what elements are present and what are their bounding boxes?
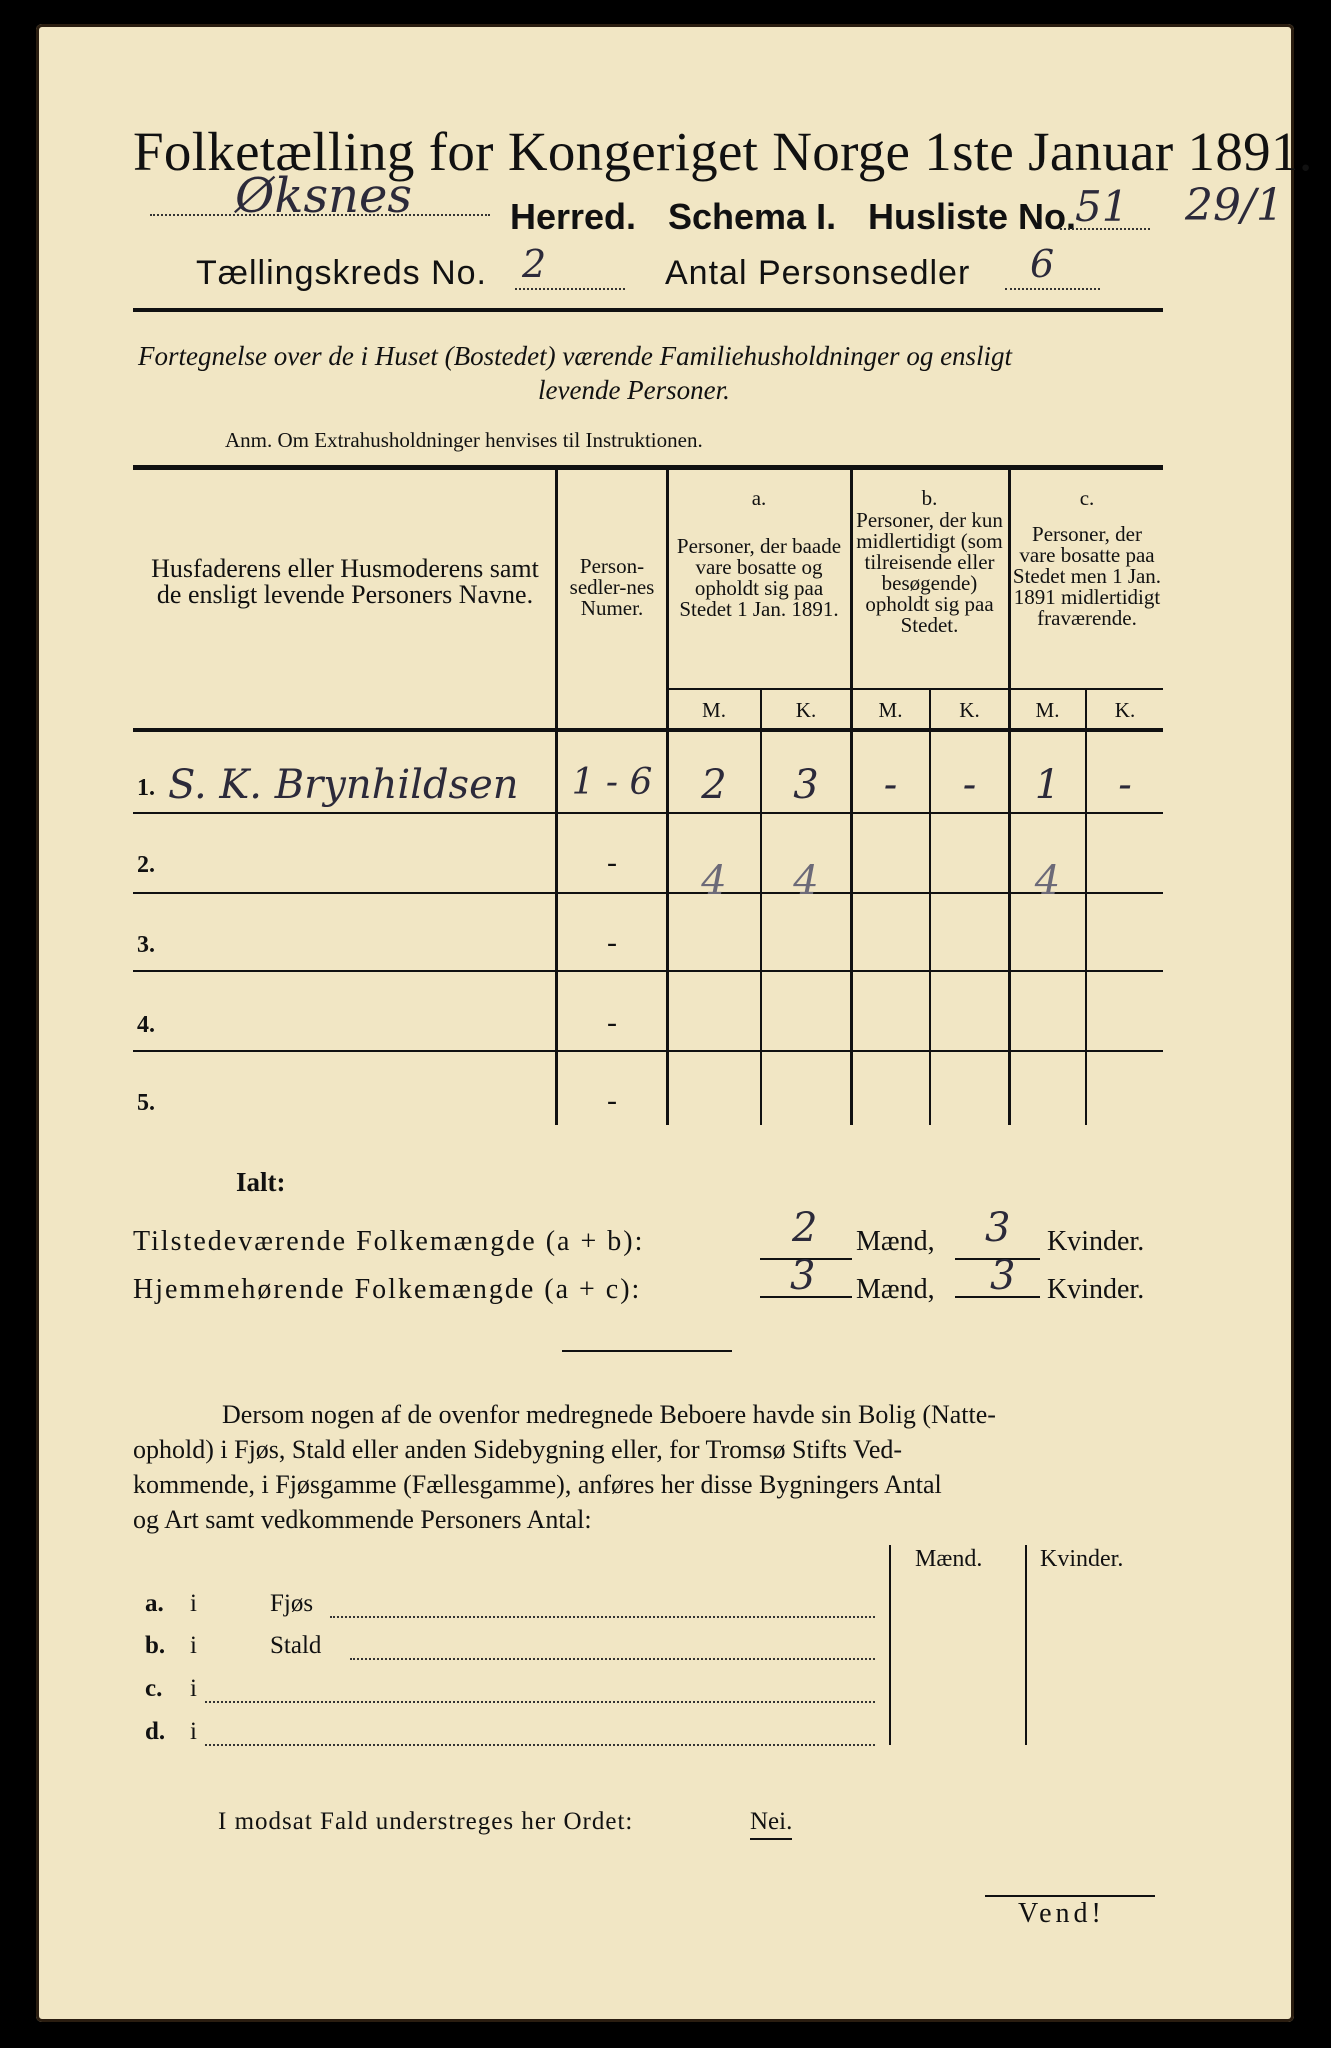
row-number: 1. [137,775,155,801]
header-names: Husfaderens eller Husmoderens samt de ensligt levende Personers Navne. [151,554,539,609]
col-line-am [760,690,762,1125]
row-numer: - [607,1084,617,1117]
kreds-label: Tællingskreds No. [196,254,487,292]
side-col-line-1 [889,1545,891,1745]
tilstede-m: 2 [792,1205,818,1251]
row-numer: - [607,1006,617,1039]
row-numer: - [607,926,617,959]
header-bm: M. [878,698,903,722]
header-b-letter: b. [921,486,938,510]
row-a-m: 2 [701,762,727,808]
side-maend-header: Mænd. [915,1546,983,1572]
side-letter-c: c. [145,1675,163,1702]
side-label-fjos: Fjøs [270,1590,314,1617]
tilstede-kvinder: Kvinder. [1047,1226,1145,1257]
row-line-1 [133,812,1163,814]
antal-line [1005,288,1100,290]
vend-text: Vend! [1018,1898,1105,1929]
header-b: Personer, der kun midlertidigt (som tilreisende eller besøgende) opholdt sig paa Stedet. [856,508,1003,637]
vend-rule [985,1895,1155,1897]
side-letter-d: d. [145,1718,166,1745]
tilstede-label: Tilstedeværende Folkemængde (a + b): [133,1226,645,1257]
header-c-letter: c. [1079,486,1095,510]
header-numer: Person-sedler-nes Numer. [569,554,655,620]
hjemme-k: 3 [990,1253,1016,1299]
header-ak: K. [795,698,817,722]
side-prep-a: i [190,1590,197,1617]
col-line-cm [1085,690,1087,1125]
tilstede-maend: Mænd, [856,1226,935,1257]
row-a-m: 4 [701,858,727,904]
herred-value: Øksnes [235,168,413,224]
row-line-4 [133,1050,1163,1052]
tilstede-k: 3 [985,1205,1011,1251]
row-b-m: - [883,762,898,808]
row-numer: 1 - 6 [571,762,653,803]
side-col-line-2 [1025,1545,1027,1745]
anm-note: Anm. Om Extrahusholdninger henvises til Instruktionen. [225,428,703,452]
row-c-k: - [1118,762,1132,808]
intro-line2: levende Personer. [538,375,730,405]
header-ck: K. [1114,698,1136,722]
husliste-value: 51 [1075,182,1129,231]
hjemme-label: Hjemmehørende Folkemængde (a + c): [133,1274,642,1305]
side-dots-b [350,1658,875,1660]
row-number: 4. [137,1012,155,1038]
row-number: 3. [137,932,155,958]
row-line-2 [133,892,1163,894]
row-numer: - [607,846,617,879]
col-line-bm [929,690,931,1125]
side-dots-d [205,1744,875,1746]
header-a-letter: a. [751,486,767,510]
side-prep-d: i [190,1718,197,1745]
side-label-stald: Stald [270,1632,322,1659]
header-c: Personer, der vare bosatte paa Stedet men 1 Jan. 1891 midlertidigt fraværende. [1012,522,1162,630]
side-dots-c [205,1701,875,1703]
row-number: 5. [137,1090,155,1116]
form-title: Folketælling for Kongeriget Norge 1ste Januar 1891. [133,121,1313,182]
row-a-k: 4 [793,858,819,904]
row-c-m: 1 [1034,762,1061,808]
row-c-m: 4 [1034,858,1061,904]
para-line2: ophold) i Fjøs, Stald eller anden Sidebygning eller, for Tromsø Stifts Ved- [133,1435,903,1464]
herred-label: Herred. [510,196,637,237]
mk-rule [666,688,1163,690]
ialt-label: Ialt: [236,1167,286,1197]
modsat-text: I modsat Fald understreges her Ordet: [218,1808,634,1835]
hjemme-maend: Mænd, [856,1274,935,1305]
row-a-k: 3 [793,762,819,808]
kreds-value: 2 [522,242,547,286]
intro-line1: Fortegnelse over de i Huset (Bostedet) værende Familiehusholdninger og ensligt [138,341,1013,371]
row-line-3 [133,970,1163,972]
row-b-k: - [962,762,977,808]
husliste-label: Husliste No. [868,196,1077,237]
para-line3: kommende, i Fjøsgamme (Fællesgamme), anføres her disse Bygningers Antal [133,1470,942,1499]
nei-word: Nei. [750,1808,792,1840]
side-letter-b: b. [145,1632,166,1659]
divider-short [562,1350,732,1352]
row-number: 2. [137,852,155,878]
header-bk: K. [959,698,980,722]
schema-label: Schema I. [668,196,837,237]
header-rule [133,308,1163,312]
para-line4: og Art samt vedkommende Personers Antal: [133,1505,592,1534]
antal-label: Antal Personsedler [665,254,971,292]
side-prep-c: i [190,1675,197,1702]
header-a: Personer, der baade vare bosatte og opholdt sig paa Stedet 1 Jan. 1891. [676,534,842,621]
antal-value: 6 [1030,242,1055,286]
hjemme-m: 3 [790,1253,816,1299]
side-letter-a: a. [145,1590,164,1617]
kreds-line [515,288,625,290]
side-dots-a [330,1616,875,1618]
margin-note: 29/1 [1185,180,1284,231]
hjemme-kvinder: Kvinder. [1047,1274,1145,1305]
header-cm: M. [1035,698,1060,722]
side-prep-b: i [190,1632,197,1659]
side-kvinder-header: Kvinder. [1040,1546,1124,1572]
row-name: S. K. Brynhildsen [168,762,519,808]
para-line1: Dersom nogen af de ovenfor medregnede Beboere havde sin Bolig (Natte- [222,1400,996,1429]
header-am: M. [702,698,726,722]
husliste-line [1060,228,1150,230]
